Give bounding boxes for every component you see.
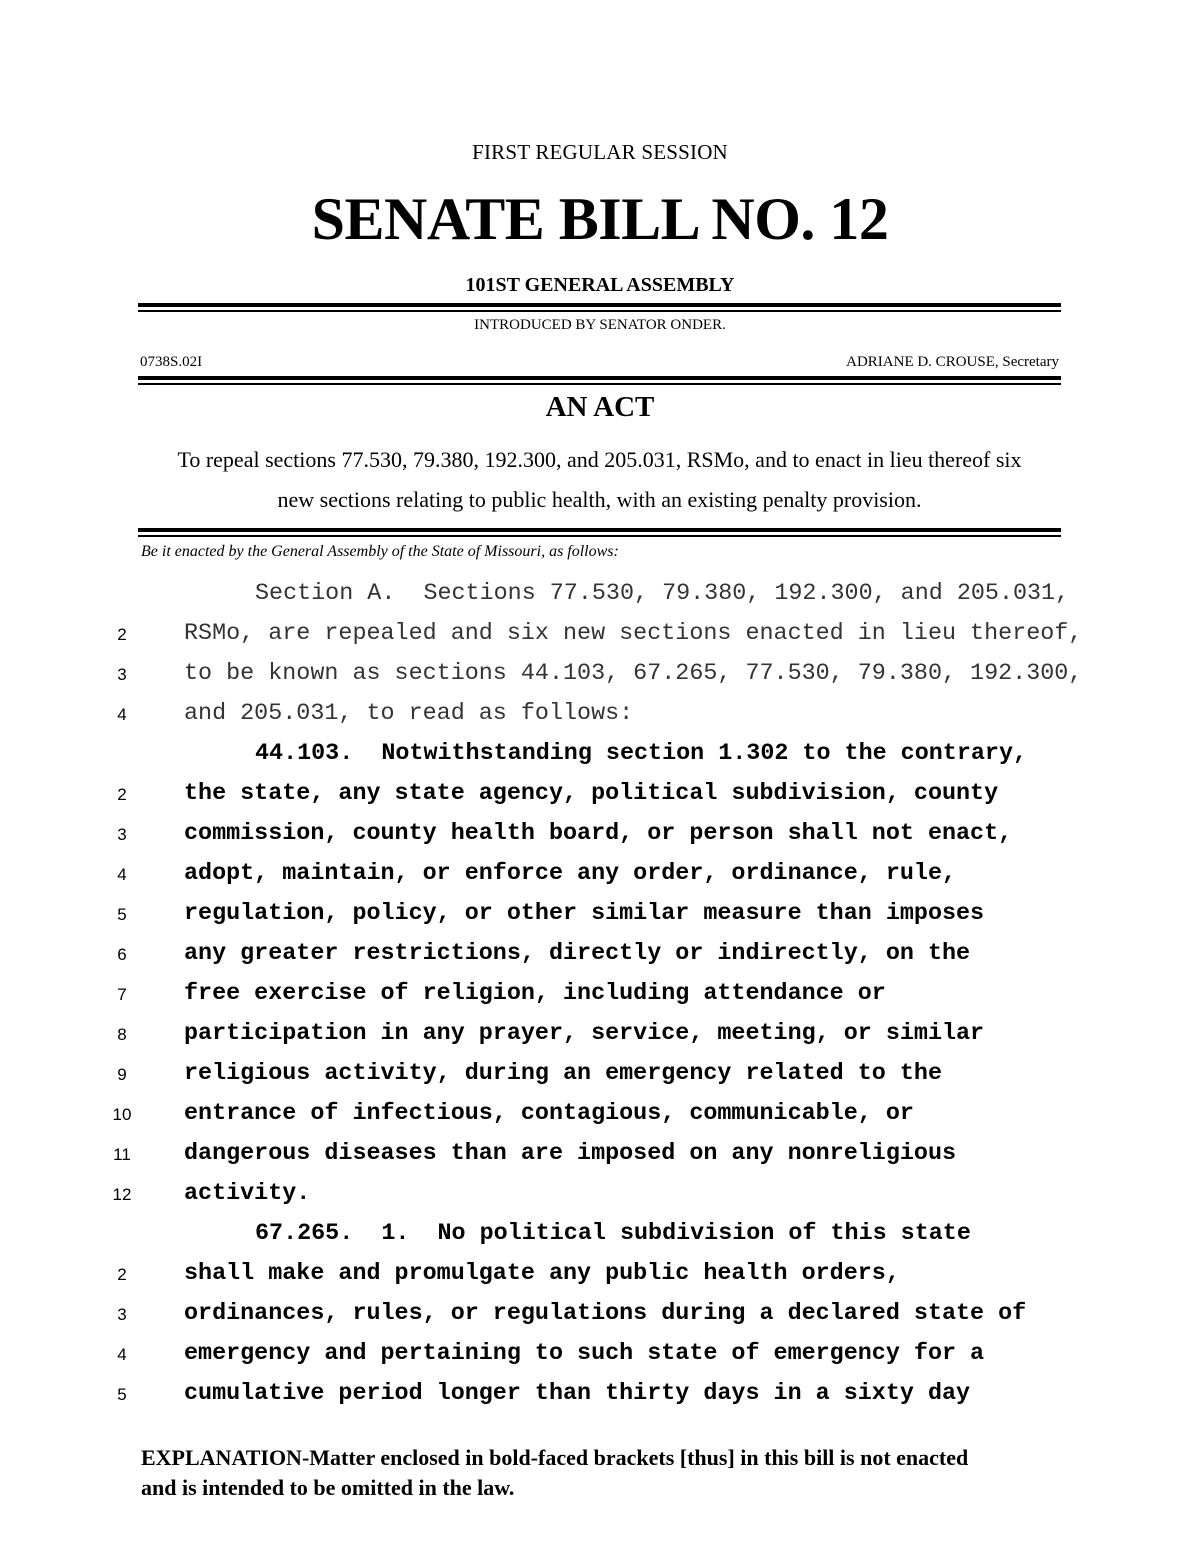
line-number: 5: [117, 1385, 127, 1404]
line-number: 3: [117, 665, 127, 684]
bill-line: [0, 1296, 1200, 1336]
explanation-note: [141, 1443, 1071, 1503]
bill-line: [0, 576, 1200, 616]
header-rule-thin: [138, 310, 1061, 312]
enacting-clause: Be it enacted by the General Assembly of the State of Missouri, as follows:: [141, 543, 619, 560]
line-text: to be known as sections 44.103, 67.265, 77.530, 79.380, 192.300,: [184, 661, 1083, 687]
line-text: and 205.031, to read as follows:: [184, 701, 634, 727]
line-number: 12: [112, 1185, 132, 1204]
line-text: entrance of infectious, contagious, communicable, or: [184, 1101, 914, 1127]
line-number: 4: [117, 865, 127, 884]
line-text: dangerous diseases than are imposed on any nonreligious: [184, 1141, 957, 1167]
bill-line: [0, 696, 1200, 736]
bill-line: [0, 816, 1200, 856]
document-code: 0738S.02I: [140, 354, 203, 370]
bill-line: [0, 1216, 1200, 1256]
line-number: 2: [117, 625, 127, 644]
line-text: participation in any prayer, service, meeting, or similar: [184, 1021, 985, 1047]
bill-line: [0, 656, 1200, 696]
line-number: 8: [117, 1025, 127, 1044]
bill-line: [0, 1136, 1200, 1176]
bill-title: SENATE BILL NO. 12: [311, 186, 889, 252]
bill-line: [0, 776, 1200, 816]
bill-line: [0, 616, 1200, 656]
session-label: FIRST REGULAR SESSION: [472, 140, 728, 164]
bill-line: [0, 976, 1200, 1016]
bill-line: [0, 1176, 1200, 1216]
assembly-label: 101ST GENERAL ASSEMBLY: [465, 274, 735, 296]
line-number: 4: [117, 1345, 127, 1364]
bill-line: [0, 936, 1200, 976]
bill-line: [0, 1336, 1200, 1376]
bill-line: [0, 1016, 1200, 1056]
line-text: the state, any state agency, political subdivision, county: [184, 781, 999, 807]
bill-line: [0, 896, 1200, 936]
enacting-rule-thick: [138, 528, 1061, 532]
bill-line: [0, 1376, 1200, 1416]
line-text: free exercise of religion, including attendance or: [184, 981, 886, 1007]
line-text: activity.: [184, 1181, 311, 1207]
line-number: 10: [112, 1105, 132, 1124]
line-text: commission, county health board, or person shall not enact,: [184, 821, 1013, 847]
line-text: religious activity, during an emergency related to the: [184, 1061, 942, 1087]
line-text: 67.265. 1. No political subdivision of this state: [255, 1221, 971, 1247]
line-text: Section A. Sections 77.530, 79.380, 192.300, and 205.031,: [255, 581, 1070, 607]
bill-line: [0, 856, 1200, 896]
act-purpose-line-1: To repeal sections 77.530, 79.380, 192.300, and 205.031, RSMo, and to enact in lieu thereof six: [177, 447, 1022, 472]
line-text: adopt, maintain, or enforce any order, ordinance, rule,: [184, 861, 957, 887]
header-rule-thick: [138, 303, 1061, 307]
enacting-rule-thin: [138, 535, 1061, 537]
line-number: 3: [117, 825, 127, 844]
line-number: 4: [117, 705, 127, 724]
line-text: emergency and pertaining to such state of emergency for a: [184, 1341, 985, 1367]
line-text: any greater restrictions, directly or indirectly, on the: [184, 941, 971, 967]
line-text: regulation, policy, or other similar measure than imposes: [184, 901, 985, 927]
bill-line: [0, 1256, 1200, 1296]
bill-line: [0, 1096, 1200, 1136]
act-purpose-line-2: new sections relating to public health, with an existing penalty provision.: [277, 487, 922, 512]
line-number: 6: [117, 945, 127, 964]
line-number: 11: [113, 1145, 131, 1164]
line-text: 44.103. Notwithstanding section 1.302 to the contrary,: [255, 741, 1028, 767]
act-rule-thick: [138, 376, 1061, 380]
act-heading: AN ACT: [545, 391, 655, 423]
line-number: 3: [117, 1305, 127, 1324]
line-text: cumulative period longer than thirty days in a sixty day: [184, 1381, 971, 1407]
line-text: ordinances, rules, or regulations during a declared state of: [184, 1301, 1027, 1327]
act-rule-thin: [138, 383, 1061, 385]
bill-line: [0, 1056, 1200, 1096]
act-purpose: [138, 440, 1061, 520]
line-text: shall make and promulgate any public health orders,: [184, 1261, 900, 1287]
line-text: RSMo, are repealed and six new sections enacted in lieu thereof,: [184, 621, 1083, 647]
bill-line: [0, 736, 1200, 776]
line-number: 2: [117, 785, 127, 804]
line-number: 7: [117, 985, 127, 1004]
explanation-line-1: EXPLANATION-Matter enclosed in bold-faced brackets [thus] in this bill is not enacted: [141, 1445, 969, 1470]
line-number: 5: [117, 905, 127, 924]
secretary-name: ADRIANE D. CROUSE, Secretary: [846, 354, 1059, 370]
introduced-by: INTRODUCED BY SENATOR ONDER.: [474, 317, 726, 333]
line-number: 2: [117, 1265, 127, 1284]
explanation-line-2: and is intended to be omitted in the law.: [141, 1475, 515, 1500]
line-number: 9: [117, 1065, 127, 1084]
